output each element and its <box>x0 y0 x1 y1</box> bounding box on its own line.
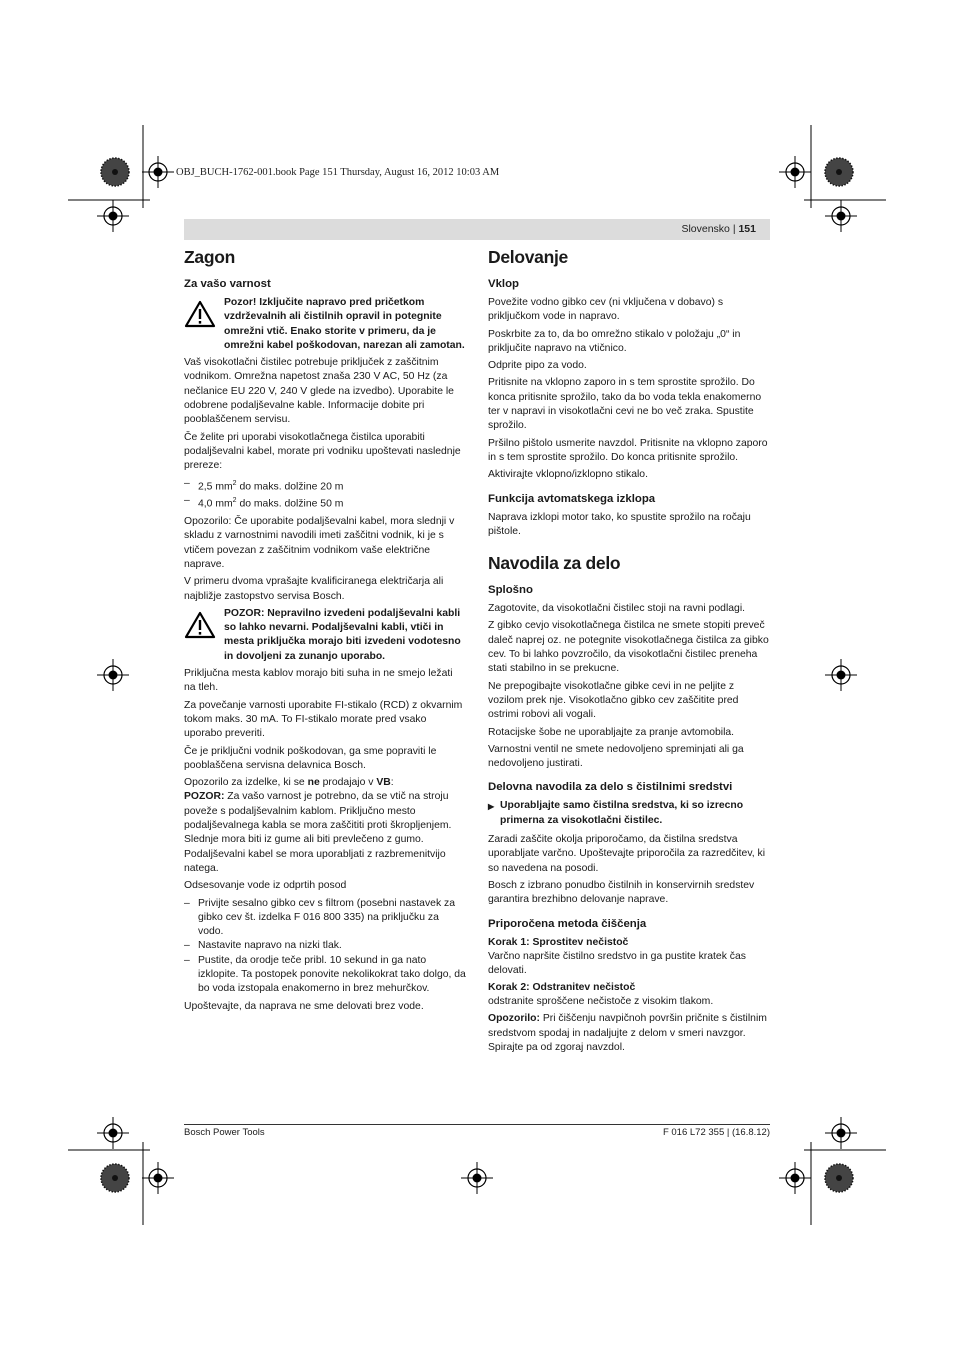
page-header <box>184 219 770 240</box>
list-item: – Pustite, da orodje teče pribl. 10 sekund in ga nato izklopite. Ta postopek ponovite nekolikokrat tako dolgo, da bo voda izstopala enakomerno in brez mehurčkov. <box>184 954 466 997</box>
heading-safety: Za vašo varnost <box>184 278 271 290</box>
heading-method: Priporočena metoda čiščenja <box>488 917 647 930</box>
paragraph: Rotacijske šobe ne uporabljajte za pranje avtomobila. <box>488 726 735 738</box>
paragraph: Aktivirajte vklopno/izklopno stikalo. <box>488 469 648 481</box>
paragraph: Varčno napršite čistilno sredstvo in ga pustite kratek čas delovati. <box>488 950 746 976</box>
heading-detergents: Delovna navodila za delo s čistilnimi sredstvi <box>488 781 733 794</box>
paragraph: Če želite pri uporabi visokotlačnega čistilca uporabiti podaljševalni kabel, morate pri vodniku upoštevati naslednje prereze: <box>184 431 461 472</box>
paragraph: Varnostni ventil ne smete nedovoljeno spreminjati ali ga nedovoljeno justirati. <box>488 743 744 770</box>
paragraph: Zaradi zaščite okolja priporočamo, da čistilna sredstva uporabljate varčno. Upoštevajte priporočila za razredčitev, ki so navedena na posodi. <box>488 834 766 874</box>
paragraph: Upoštevajte, da naprava ne sme delovati brez vode. <box>184 1000 424 1012</box>
paragraph: Če je priključni vodnik poškodovan, ga sme popraviti le pooblaščena servisna delavnica Bosch. <box>184 745 437 771</box>
paragraph: POZOR: Za vašo varnost je potrebno, da se vtič na stroju poveže s podaljševalnim kablom. Priključno mesto podaljševalnega kabla se mora zaščititi proti škropljenjem. Slednje mora biti iz gume ali biti prevlečeno z gumo. Podaljševalni kabel se mora uporabljati z razbremenitvijo natega. <box>184 791 452 874</box>
cross-section-list <box>184 477 466 513</box>
list-item: – 2,5 $mm^2$ do maks. dolžine 20 m <box>184 477 466 495</box>
paragraph: Bosch z izbrano ponudbo čistilnih in konservirnih sredstev garantira brezhibno delovanje naprave. <box>488 879 755 906</box>
paragraph: Opozorilo: Pri čiščenju navpičnoh površin pričnite s čistilnim sredstvom spodaj in nadaljujte z delom v smeri navzgor. Spirajte pa od zgoraj navzdol. <box>488 1013 767 1053</box>
paragraph: Vaš visokotlačni čistilec potrebuje priključek z zaščitnim vodnikom. Omrežna napetost znaša 230 V AC, 50 Hz (za nečlanice EU 220 V, 240 V glede na izvedbo). Uporabite le odobrene podaljševalne kable. Informacije dobite pri pooblaščenem servisu. <box>184 357 454 426</box>
paragraph: Pritisnite na vklopno zaporo in s tem sprostite sprožilo. Do konca pritisnite sprožilo, tako da bo voda tekla enakomerno ter v napravi in visokotlačni cevi ne bo več zraka. Spustite sprožilo. <box>488 377 762 432</box>
warning-triangle-icon <box>184 296 224 353</box>
section-title-navodila: Navodila za delo <box>488 553 621 574</box>
paragraph: Priključna mesta kablov morajo biti suha in ne smejo ležati na tleh. <box>184 668 453 694</box>
paragraph: V primeru dvoma vprašajte kvalificiranega električarja ali najbližje zastopstvo servisa Bosch. <box>184 576 444 602</box>
warning-box-2 <box>184 607 466 664</box>
heading-auto-off: Funkcija avtomatskega izklopa <box>488 492 656 505</box>
list-item: – Nastavite napravo na nizki tlak. <box>184 939 466 953</box>
bullet-item: ▶ Uporabljajte samo čistilna sredstva, ki so izrecno primerna za visokotlačni čistilec. <box>488 799 770 828</box>
left-column <box>184 247 466 1017</box>
header-text: Slovensko | 151 <box>681 223 756 235</box>
list-item: – Privijte sesalno gibko cev s filtrom (posebni nastavek za gibko cev št. izdelka F 016 800 335) na priključku za vodo. <box>184 897 466 940</box>
paragraph: Povežite vodno gibko cev (ni vključena v dobavo) s priključkom vode in napravo. <box>488 297 724 323</box>
paragraph: Pršilno pištolo usmerite navzdol. Pritisnite na vklopno zaporo in s tem sprostite sprožilo. Do konca pritisnite sprožilo. <box>488 437 768 463</box>
warning-triangle-icon <box>184 607 224 664</box>
heading-step1: Korak 1: Sprostitev nečistoč <box>488 936 629 948</box>
header-language: Slovensko <box>681 223 730 235</box>
paragraph: Opozorilo za izdelke, ki se ne prodajajo v VB: <box>184 777 394 789</box>
triangle-bullet-icon: ▶ <box>488 802 495 812</box>
paragraph: Odsesovanje vode iz odprtih posod <box>184 880 347 892</box>
heading-step2: Korak 2: Odstranitev nečistoč <box>488 982 636 994</box>
warning-text-2: POZOR: Nepravilno izvedeni podaljševalni kabli so lahko nevarni. Podaljševalni kabli, vtiči in mesta priključka morajo biti izvedeni vodotesno in dovoljeni za zunanjo uporabo. <box>224 607 461 662</box>
footer-doc-id: F 016 L72 355 | (16.8.12) <box>662 1127 770 1138</box>
section-title-zagon: Zagon <box>184 247 235 267</box>
print-slug: OBJ_BUCH-1762-001.book Page 151 Thursday, August 16, 2012 10:03 AM <box>176 167 500 178</box>
paragraph: Z gibko cevjo visokotlačnega čistilca ne smete stopiti preveč dalеč naprej oz. ne potegnite visokotlačnega čistilca za gibko cev. To bi lahko povzročilo, da visokotlačni čistilec preneha stati stabilno in se prekucne. <box>488 620 769 675</box>
paragraph: Opozorilo: Če uporabite podaljševalni kabel, mora slednji v skladu z varnostnimi navodili imeti zaščitni vodnik, ki je s vtičem povezan z zaščitnim vodnikom vaše električne naprave. <box>184 516 455 570</box>
paragraph: Naprava izklopi motor tako, ko spustite sprožilo na ročaju pištole. <box>488 511 751 537</box>
page-number: 151 <box>738 223 756 235</box>
paragraph: Ne prepogibajte visokotlačne gibke cevi in ne peljite z vozilom prek nje. Visokotlačno gibko cev zaščitite pred ostrimi robovi ali vogali. <box>488 680 739 721</box>
warning-text-1: Pozor! Izključite napravo pred pričetkom vzdrževalnih ali čistilnih opravil in potegnite omrežni vtič. Enako storite v primeru, da je omrežni kabel poškodovan, narezan ali zamotan. <box>224 297 465 351</box>
footer-brand: Bosch Power Tools <box>184 1127 265 1138</box>
list-item: – 4,0 $mm^2$ do maks. dolžine 50 m <box>184 494 466 512</box>
steps-list <box>184 897 466 997</box>
paragraph: Za povečanje varnosti uporabite FI-stikalo (RCD) z okvarnim tokom maks. 30 mA. To FI-stikalo morate pred vsako uporabo preveriti. <box>184 699 463 740</box>
footer-rule <box>184 1124 770 1125</box>
paragraph: odstranite sproščene nečistoče z visokim tlakom. <box>488 996 714 1008</box>
paragraph: Odprite pipo za vodo. <box>488 360 587 372</box>
paragraph: Poskrbite za to, da bo omrežno stikalo v položaju „0“ in priključite napravo na vtičnico. <box>488 328 741 354</box>
section-title-delovanje: Delovanje <box>488 247 568 267</box>
right-column <box>488 247 770 1058</box>
heading-vklop: Vklop <box>488 278 520 290</box>
paragraph: Zagotovite, da visokotlačni čistilec stoji na ravni podlagi. <box>488 603 746 615</box>
warning-box-1 <box>184 296 466 353</box>
heading-general: Splošno <box>488 584 533 597</box>
